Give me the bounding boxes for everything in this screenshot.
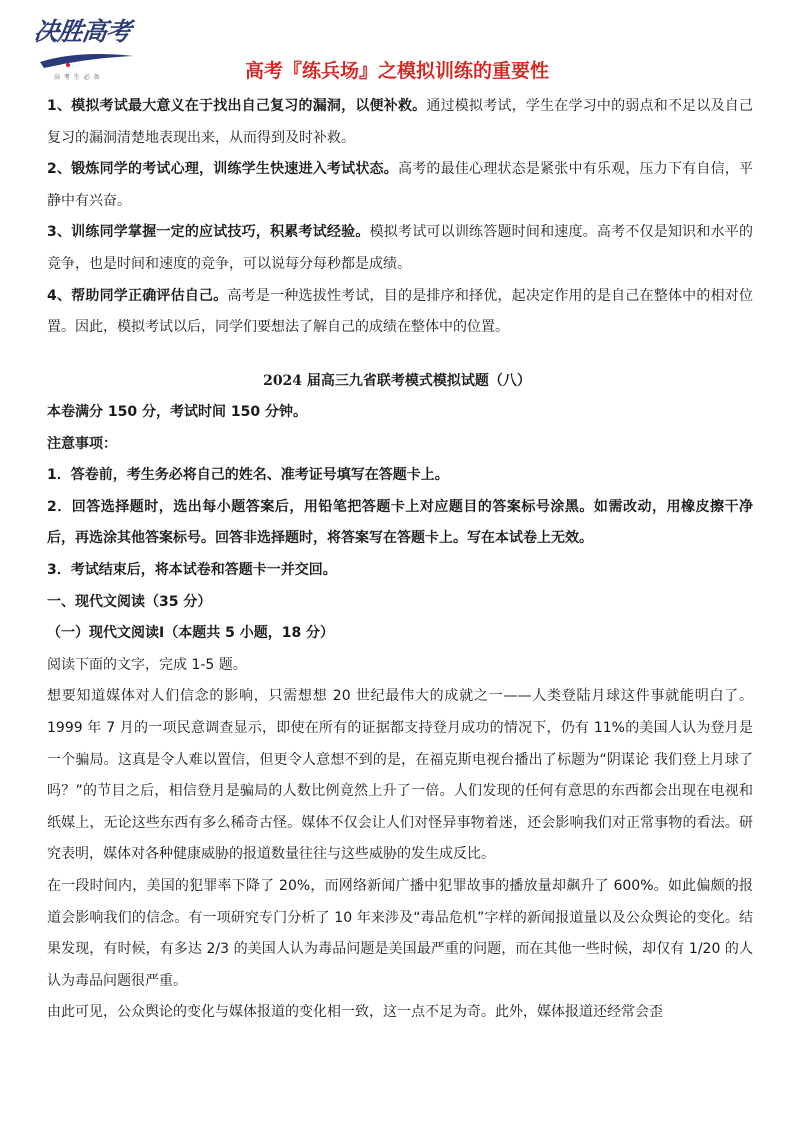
intro-item-2 — [47, 154, 753, 217]
notice-1: 1．答卷前，考生务必将自己的姓名、准考证号填写在答题卡上。 — [47, 467, 449, 484]
intro-section — [47, 91, 753, 344]
section-heading: 一、现代文阅读（35 分） — [47, 593, 212, 610]
passage-paragraph-2: 在一段时间内，美国的犯罪率下降了 20%，而网络新闻广播中犯罪故事的播放量却飙升了 600%。如此偏颇的报道会影响我们的信念。有一项研究专门分析了 10 年来涉及“毒品危机”字样的新闻报道量以及公众舆论的变化。结果发现，有时候，有多达 2/3 的美国人认为毒品问题是美国最严重的问题，而在其他一些时候，却仅有 1/20 的人认为毒品问题很严重。 — [47, 877, 753, 989]
intro-item-1 — [47, 91, 753, 154]
notice-3: 3．考试结束后，将本试卷和答题卡一并交回。 — [47, 561, 337, 578]
exam-section — [47, 397, 753, 1029]
logo-strip: 高 考 生 必 备 — [54, 74, 101, 81]
exam-title: 2024 届高三九省联考模式模拟试题（八） — [263, 373, 531, 389]
subsection-heading: （一）现代文阅读Ⅰ（本题共 5 小题，18 分） — [47, 625, 335, 642]
intro-item-3-lead: 3、训练同学掌握一定的应试技巧，积累考试经验。 — [47, 224, 370, 241]
logo-text: 决胜高考 — [32, 17, 133, 46]
passage-paragraph-1: 想要知道媒体对人们信念的影响，只需想想 20 世纪最伟大的成就之一——人类登陆月球这件事就能明白了。1999 年 7 月的一项民意调查显示，即使在所有的证据都支持登月成功的情况下，仍有 11%的美国人认为登月是一个骗局。这真是令人难以置信，但更令人意想不到的是，在福克斯电视台播出了标题为“阴谋论 我们登上月球了吗？”的节目之后，相信登月是骗局的人数比例竟然上升了一倍。人们发现的任何有意思的东西都会出现在电视和纸媒上，无论这些东西有多么稀奇古怪。媒体不仅会让人们对怪异事物着迷，还会影响我们对正常事物的看法。研究表明，媒体对各种健康威胁的报道数量往往与这些威胁的发生成反比。 — [47, 688, 753, 863]
reading-instruction: 阅读下面的文字，完成 1-5 题。 — [47, 656, 247, 673]
notice-2: 2．回答选择题时，选出每小题答案后，用铅笔把答题卡上对应题目的答案标号涂黑。如需改动，用橡皮擦干净后，再选涂其他答案标号。回答非选择题时，将答案写在答题卡上。写在本试卷上无效。 — [47, 498, 753, 547]
intro-item-3-text: 模拟考试可以训练答题时间和速度。高考不仅是知识和水平的竞争，也是时间和速度的竞争，可以说每分每秒都是成绩。 — [47, 224, 753, 272]
notice-heading: 注意事项： — [47, 435, 117, 452]
intro-item-2-text: 高考的最佳心理状态是紧张中有乐观，压力下有自信，平静中有兴奋。 — [47, 161, 754, 209]
intro-item-1-text: 通过模拟考试，学生在学习中的弱点和不足以及自己复习的漏洞清楚地表现出来，从而得到及时补救。 — [47, 98, 753, 146]
banner-title: 高考『练兵场』之模拟训练的重要性 — [244, 60, 549, 82]
intro-item-2-lead: 2、锻炼同学的考试心理，训练学生快速进入考试状态。 — [47, 161, 398, 178]
intro-item-4 — [47, 281, 753, 344]
score-note: 本卷满分 150 分，考试时间 150 分钟。 — [47, 404, 307, 420]
intro-item-3 — [47, 217, 753, 280]
intro-item-4-text: 高考是一种选拔性考试，目的是排序和择优，起决定作用的是自己在整体中的相对位置。因此，模拟考试以后，同学们要想法了解自己的成绩在整体中的位置。 — [47, 287, 753, 336]
intro-item-4-lead: 4、帮助同学正确评估自己。 — [47, 287, 228, 304]
passage-paragraph-3: 由此可见，公众舆论的变化与媒体报道的变化相一致，这一点不足为奇。此外，媒体报道还经常会歪 — [47, 1004, 663, 1021]
intro-item-1-lead: 1、模拟考试最大意义在于找出自己复习的漏洞，以便补救。 — [47, 98, 427, 114]
